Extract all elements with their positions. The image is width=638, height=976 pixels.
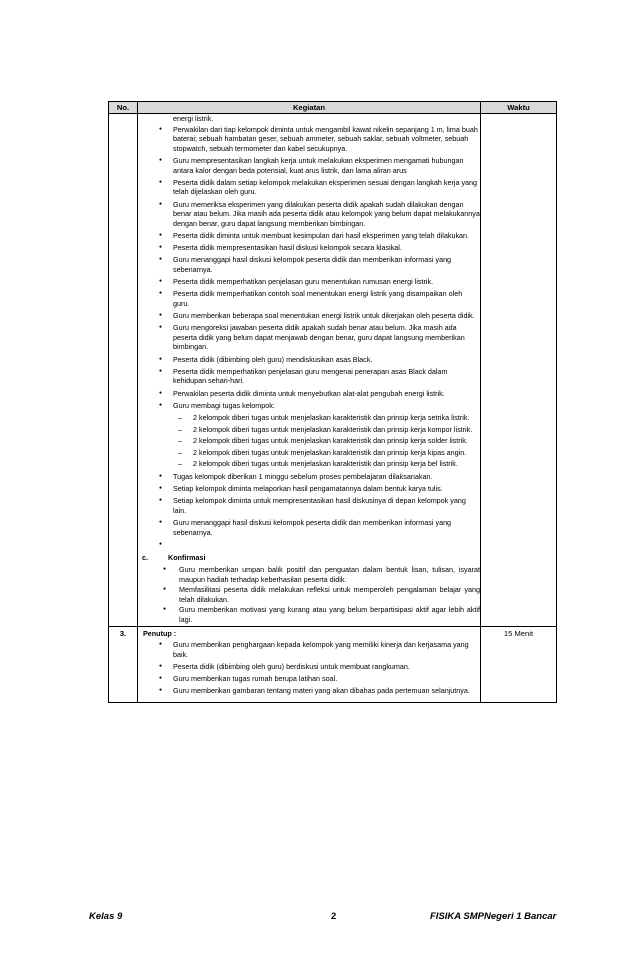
header-no: No. xyxy=(109,102,138,114)
konfirmasi-item: ● Guru memberikan motivasi yang kurang atau yang belum berpartisipasi aktif agar lebih aktif lagi. xyxy=(138,605,480,624)
konfirmasi-item: ● Memfasilitasi peserta didik melakukan refleksi untuk memperoleh pengalaman belajar yang telah dilakukan. xyxy=(138,585,480,604)
header-kegiatan: Kegiatan xyxy=(138,102,481,114)
footer-class-label: Kelas 9 xyxy=(89,911,123,922)
group-task-item: – 2 kelompok diberi tugas untuk menjelaskan karakteristik dan prinsip kerja setrika listrik. xyxy=(173,413,480,423)
penutup-item: ● Peserta didik (dibimbing oleh guru) berdiskusi untuk membuat rangkuman. xyxy=(138,662,480,672)
footer-subject-school: FISIKA SMPNegeri 1 Bancar xyxy=(430,911,557,922)
list-item: ● Setiap kelompok diminta melaporkan hasil pengamatannya dalam bentuk karya tulis. xyxy=(138,484,480,494)
lesson-activity-table xyxy=(108,101,557,703)
list-item: ● Guru membagi tugas kelompok: xyxy=(138,401,480,411)
list-item: ● Guru mempresentasikan langkah kerja untuk melakukan eksperimen mengamati hubungan antara kalor dengan beda potensial, kuat arus listrik, dan lama aliran arus xyxy=(138,156,480,175)
cell-waktu-empty xyxy=(481,114,557,627)
header-waktu: Waktu xyxy=(481,102,557,114)
list-item: ● Tugas kelompok diberikan 1 minggu sebelum proses pembelajaran dilaksanakan. xyxy=(138,472,480,482)
penutup-bullet-list xyxy=(138,640,480,696)
konfirmasi-heading xyxy=(138,553,480,563)
cell-no-empty xyxy=(109,114,138,627)
list-item: ● Peserta didik diminta untuk membuat kesimpulan dari hasil eksperimen yang telah dilakukan. xyxy=(138,231,480,241)
list-item: ● Guru mengoreksi jawaban peserta didik apakah sudah benar atau belum. Jika masih ada peserta didik yang belum dapat menjawab dengan benar, guru dapat langsung memberikan bimbingan. xyxy=(138,323,480,352)
list-item: ● Peserta didik mempresentasikan hasil diskusi kelompok secara klasikal. xyxy=(138,243,480,253)
list-item: ● Peserta didik memperhatikan penjelasan guru menentukan rumusan energi listrik. xyxy=(138,277,480,287)
list-item: ● Perwakilan peserta didik diminta untuk menyebutkan alat-alat pengubah energi listrik. xyxy=(138,389,480,399)
list-item: ● Guru menanggapi hasil diskusi kelompok peserta didik dan memberikan informasi yang sebenarnya. xyxy=(138,255,480,274)
activity-bullet-list-2 xyxy=(138,472,480,550)
list-item: ● Guru memberikan beberapa soal menentukan energi listrik untuk dikerjakan oleh peserta didik. xyxy=(138,311,480,321)
list-item: ● Peserta didik memperhatikan penjelasan guru mengenai penerapan asas Black dalam kehidupan sehari-hari. xyxy=(138,367,480,386)
group-task-item: – 2 kelompok diberi tugas untuk menjelaskan karakteristik dan prinsip kerja kompor listrik. xyxy=(173,425,480,435)
list-item xyxy=(138,540,480,550)
cell-waktu-penutup: 15 Menit xyxy=(481,626,557,702)
cell-kegiatan-continued xyxy=(138,114,481,627)
konfirmasi-item: ● Guru memberikan umpan balik positif dan penguatan dalam bentuk lisan, tulisan, isyarat maupun hadiah terhadap keberhasilan peserta didik. xyxy=(138,565,480,584)
list-item: ● Peserta didik (dibimbing oleh guru) mendiskusikan asas Black. xyxy=(138,355,480,365)
group-task-item: – 2 kelompok diberi tugas untuk menjelaskan karakteristik dan prinsip kerja bel listrik. xyxy=(173,459,480,469)
konfirmasi-list xyxy=(138,565,480,625)
penutup-title: Penutup : xyxy=(143,628,177,638)
group-task-list xyxy=(173,413,480,469)
continued-lead-text: energi listrik. xyxy=(173,114,214,123)
konfirmasi-label: c. xyxy=(142,553,148,563)
list-item: ● Guru memeriksa eksperimen yang dilakukan peserta didik apakah sudah dilakukan dengan benar atau belum. Jika masih ada peserta didik atau kelompok yang belum dapat melakukannya dengan benar, guru dapat langsung memberikan bimbingan. xyxy=(138,200,480,229)
table-header-row xyxy=(109,102,557,114)
cell-no-penutup: 3. xyxy=(109,626,138,702)
group-task-item: – 2 kelompok diberi tugas untuk menjelaskan karakteristik dan prinsip kerja solder listrik. xyxy=(173,436,480,446)
activity-bullet-list xyxy=(138,125,480,411)
penutup-item: ● Guru memberikan penghargaan kepada kelompok yang memiliki kinerja dan kerjasama yang baik. xyxy=(138,640,480,659)
footer-page-number: 2 xyxy=(331,911,337,922)
table-row-penutup xyxy=(109,626,557,702)
list-item: ● Perwakilan dari tiap kelompok diminta untuk mengambil kawat nikelin sepanjang 1 m, lima buah baterai; sebuah hambatan geser, sebuah ammeter, sebuah saklar, sebuah voltmeter, sebuah stopwatch, sebuah termometer dan kabel secukupnya. xyxy=(138,125,480,154)
cell-kegiatan-penutup xyxy=(138,626,481,702)
list-item: ● Peserta didik memperhatikan contoh soal menentukan energi listrik yang disampaikan oleh guru. xyxy=(138,289,480,308)
list-item: ● Peserta didik dalam setiap kelompok melakukan eksperimen sesuai dengan langkah kerja yang telah dijelaskan oleh guru. xyxy=(138,178,480,197)
list-item: ● Setiap kelompok diminta untuk mempresentasikan hasil diskusinya di depan kelompok yang lain. xyxy=(138,496,480,515)
penutup-item: ● Guru memberikan tugas rumah berupa latihan soal. xyxy=(138,674,480,684)
konfirmasi-title: Konfirmasi xyxy=(168,553,206,563)
list-item: ● Guru menanggapi hasil diskusi kelompok peserta didik dan memberikan informasi yang sebenarnya. xyxy=(138,518,480,537)
group-task-item: – 2 kelompok diberi tugas untuk menjelaskan karakteristik dan prinsip kerja kipas angin. xyxy=(173,448,480,458)
table-row-continued xyxy=(109,114,557,627)
penutup-item: ● Guru memberikan gambaran tentang materi yang akan dibahas pada pertemuan selanjutnya. xyxy=(138,686,480,696)
